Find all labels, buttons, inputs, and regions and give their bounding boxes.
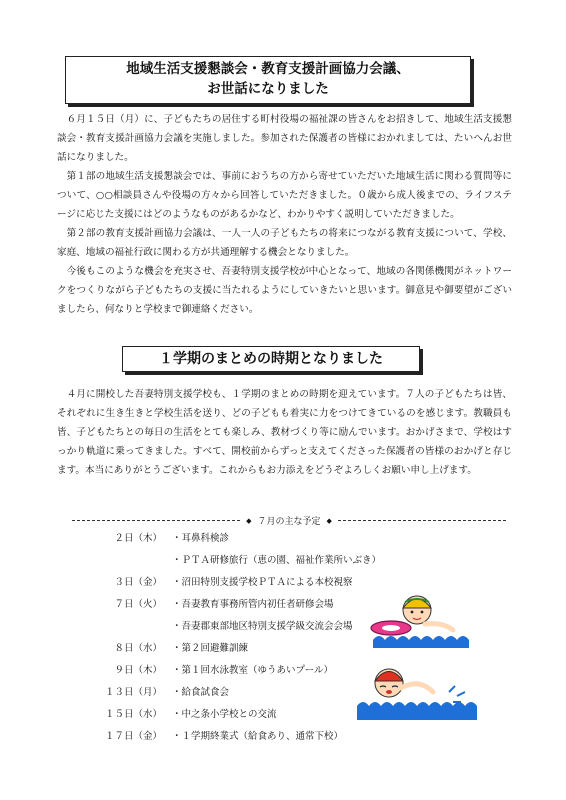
schedule-date [80,616,172,638]
schedule-date: １５日（水） [104,709,162,720]
section1-paragraph: 第２部の教育支援計画協力会議は、一人一人の子どもたちの将来につながる教育支援について、学校、家庭、地域の福祉行政に関わる方が共通理解する機会となりました。 [57,228,512,258]
schedule-date: １７日（金） [104,731,162,742]
section1-title-line2: お世話になりました [207,81,329,97]
list-item [80,528,410,550]
schedule-event: ・給食試食会 [172,687,230,698]
schedule-date: ２日（木） [114,533,162,544]
schedule-heading-label: ７月の主な予定 [257,517,321,527]
schedule-date: ７日（火） [114,599,162,610]
schedule-heading: ◆ ７月の主な予定 ◆ [72,514,506,527]
section2-paragraph: ４月に開校した吾妻特別支援学校も、１学期のまとめの時期を迎えています。７人の子どもたちは皆、それぞれに生き生きと学校生活を送り、どの子どもも着実に力をつけてきているのを感じます。教職員も皆、子どもたちとの毎日の生活をとても楽しみ、教材づくり等に励んでいます。おかげさまで、学校はすっかり軌道に乗ってきました。すべて、開校前からずっと支えてくださった保護者の皆様のおかげと存じます。本当にありがとうございます。これからもお力添えをどうぞよろしくお願い申し上げます。 [57,389,512,476]
water-wave-icon [373,636,469,648]
list-item [80,550,410,572]
schedule-event: ・沼田特別支援学校ＰＴＡによる本校視察 [172,577,353,588]
section1-title-line1: 地域生活支援懇談会・教育支援計画協力会議、 [126,61,410,77]
schedule-date: ３日（金） [114,577,162,588]
schedule-event: ・ＰＴＡ研修旅行（恵の園、福祉作業所いぶき） [172,555,382,566]
schedule-event: ・耳鼻科検診 [172,533,230,544]
schedule-date: １３日（月） [104,687,162,698]
schedule-date: ８日（水） [114,643,162,654]
section1-title [65,56,471,104]
list-item [80,726,410,748]
schedule-event: ・中之条小学校との交流 [172,709,277,720]
schedule-event: ・第２回避難訓練 [172,643,249,654]
section2-body [57,385,512,480]
divider [338,520,506,521]
section1-paragraph: 今後もこのような機会を充実させ、吾妻特別支援学校が中心となって、地域の各関係機関がネットワークをつくりながら子どもたちの支援に当たれるようにしていきたいと思います。御意見や御要望がございましたら、何なりと学校まで御連絡ください。 [57,266,512,315]
section1-paragraph: ６月１５日（月）に、子どもたちの居住する町村役場の福祉課の皆さんをお招きして、地域生活支援懇談会・教育支援計画協力会議を実施しました。参加された保護者の皆様におかれましては、たいへんお世話になりました。 [57,114,512,163]
swimming-children-illustration [353,588,481,728]
schedule-event: ・１学期終業式（給食あり、通常下校） [172,731,344,742]
section1-body [57,110,512,319]
section1-paragraph: 第１部の地域生活支援懇談会では、事前におうちの方から寄せていただいた地域生活に関わる質問等について、○○相談員さんや役場の方々から回答していただきました。０歳から成人後までの、ライフステージに応じた支援にはどのようなものがあるかなど、わかりやすく説明していただきました。 [57,171,512,220]
schedule-event: ・第１回水泳教室（ゆうあいプール） [172,665,334,676]
schedule-event: ・吾妻郡東部地区特別支援学級交流会会場 [172,621,353,632]
schedule-event: ・吾妻教育事務所管内初任者研修会場 [172,599,334,610]
schedule-date: ９日（木） [114,665,162,676]
swimmer-icon [375,669,433,697]
schedule-date [80,550,172,572]
divider [72,520,240,521]
swimmer-with-float-icon [371,596,453,635]
section2-title: １学期のまとめの時期となりました [122,346,420,372]
water-wave-icon [357,702,477,720]
